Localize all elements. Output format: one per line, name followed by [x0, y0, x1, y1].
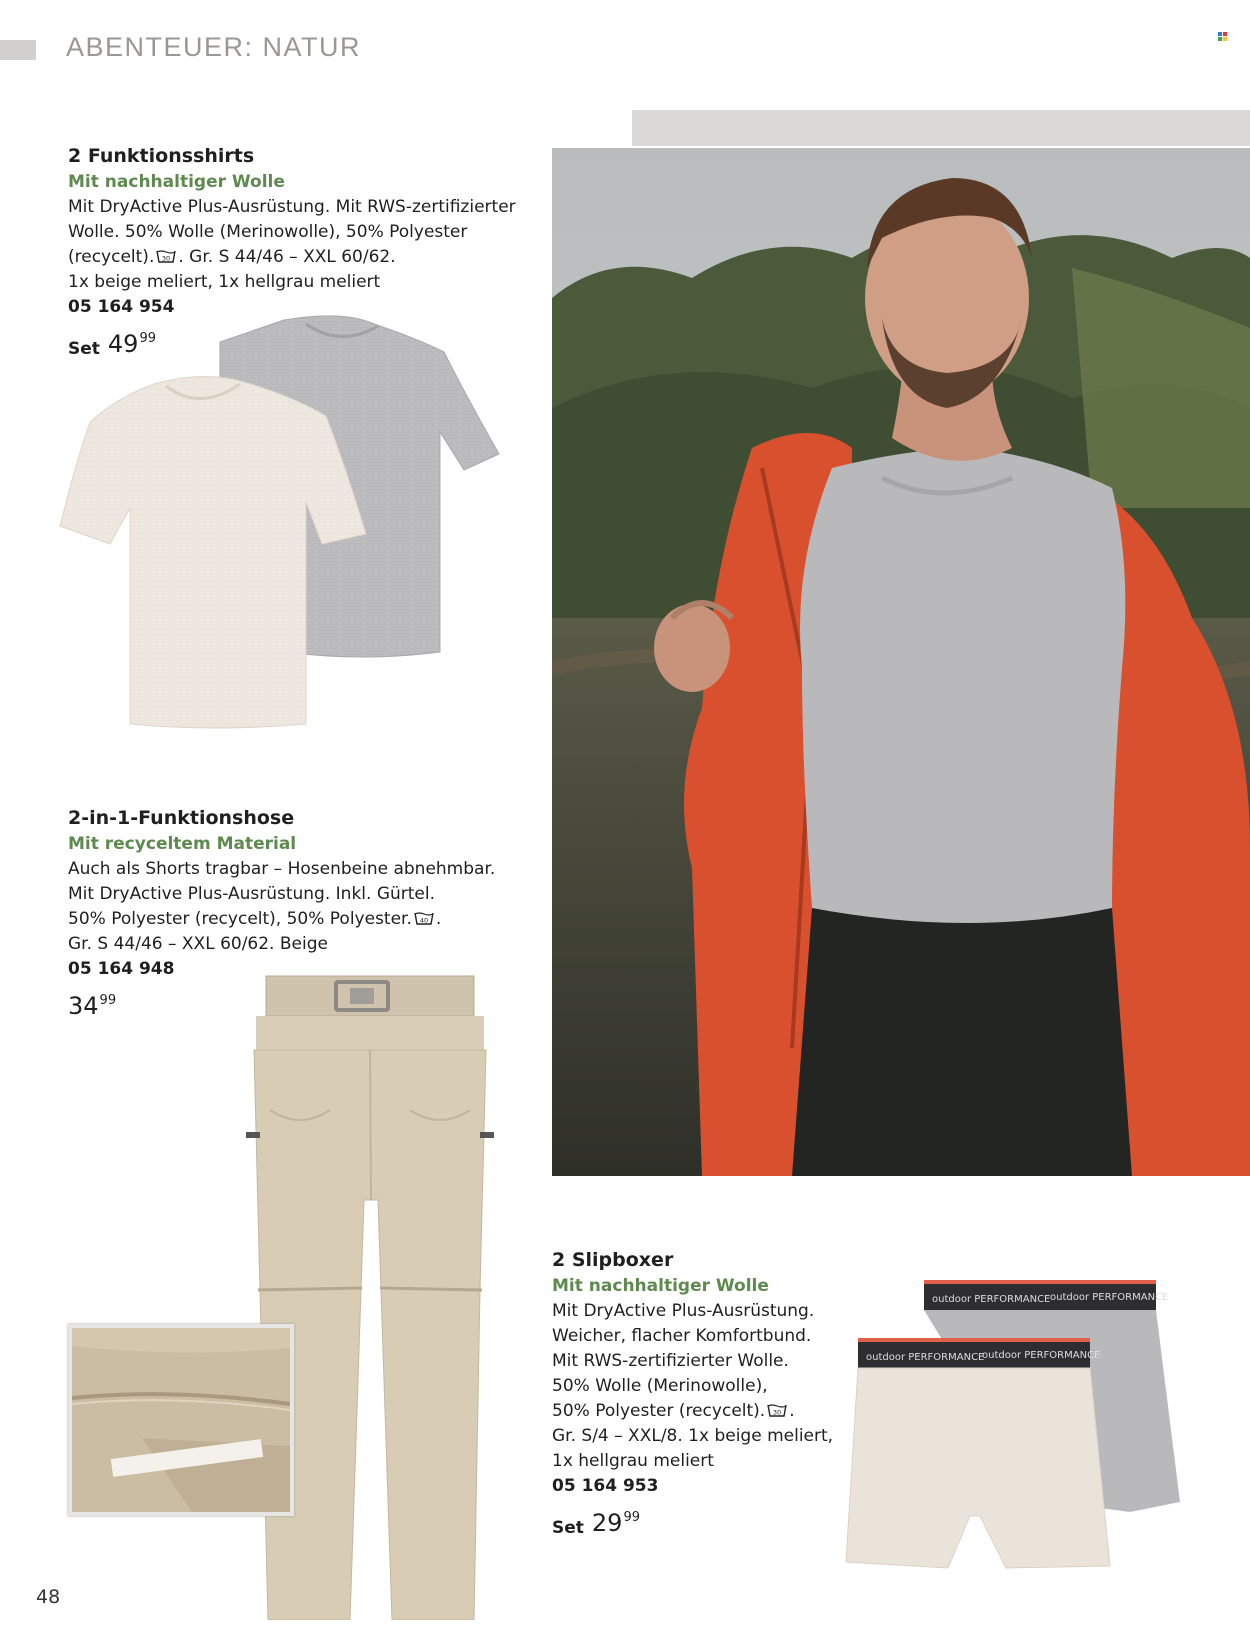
zipper-detail-image	[72, 1328, 290, 1512]
page-number: 48	[36, 1586, 61, 1608]
svg-text:30: 30	[773, 1408, 782, 1417]
desc-line: 50% Wolle (Merinowolle),	[552, 1376, 768, 1396]
price-main: 29	[591, 1509, 623, 1537]
price-prefix: Set	[68, 339, 100, 359]
waistband-label: outdoor PERFORMANCE	[866, 1352, 985, 1363]
pants-product-image	[240, 970, 500, 1620]
desc-line: Mit DryActive Plus-Ausrüstung.	[552, 1301, 815, 1321]
waistband-label: outdoor PERFORMANCE	[982, 1350, 1101, 1361]
photo-header-band	[632, 110, 1250, 146]
desc-line: Mit DryActive Plus-Ausrüstung. Inkl. Gürtel.	[68, 884, 436, 904]
price-main: 34	[68, 992, 99, 1020]
desc-line: Gr. S/4 – XXL/8. 1x beige meliert,	[552, 1426, 834, 1446]
product-subtitle: Mit recyceltem Material	[68, 834, 297, 854]
price-main: 49	[107, 330, 139, 358]
svg-text:40: 40	[419, 916, 429, 925]
price-cents: 99	[623, 1510, 640, 1525]
product-title: 2 Funktionsshirts	[68, 145, 255, 167]
header-accent-bar	[0, 40, 36, 60]
product-description	[68, 195, 538, 295]
section-title: ABENTEUER: NATUR	[66, 32, 362, 62]
product-sku: 05 164 954	[68, 297, 175, 317]
price-prefix: Set	[552, 1518, 584, 1538]
wash-30-icon	[156, 249, 176, 264]
desc-line: 50% Polyester (recycelt). 30 .	[552, 1401, 795, 1421]
desc-line: 1x beige meliert, 1x hellgrau meliert	[68, 272, 381, 292]
waistband-label: outdoor PERFORMANCE	[932, 1294, 1051, 1305]
price-cents: 99	[99, 993, 117, 1008]
desc-line: (recycelt). 30 . Gr. S 44/46 – XXL 60/62.	[68, 247, 396, 267]
product-sku: 05 164 953	[552, 1476, 659, 1496]
model-photo-image	[552, 148, 1250, 1176]
wash-30-icon	[767, 1403, 787, 1418]
pants-detail-inset	[68, 1324, 294, 1516]
product-description	[68, 857, 538, 957]
desc-line: Wolle. 50% Wolle (Merinowolle), 50% Polyester	[68, 222, 468, 242]
wash-40-icon	[414, 911, 434, 926]
corner-logo-icon	[1218, 32, 1228, 42]
product-title: 2-in-1-Funktionshose	[68, 807, 295, 829]
desc-line: Mit DryActive Plus-Ausrüstung. Mit RWS-zertifizierter	[68, 197, 516, 217]
boxers-product-image	[830, 1276, 1210, 1576]
product-title: 2 Slipboxer	[552, 1249, 674, 1271]
desc-line: Auch als Shorts tragbar – Hosenbeine abnehmbar.	[68, 859, 496, 879]
product-sku: 05 164 948	[68, 959, 175, 979]
desc-line: Mit RWS-zertifizierter Wolle.	[552, 1351, 789, 1371]
model-photo	[552, 148, 1250, 1176]
desc-line: Weicher, flacher Komfortbund.	[552, 1326, 812, 1346]
shirts-product-image	[44, 312, 524, 752]
desc-line: 50% Polyester (recycelt), 50% Polyester. 40 .	[68, 909, 442, 929]
product-subtitle: Mit nachhaltiger Wolle	[68, 172, 285, 192]
desc-line: Gr. S 44/46 – XXL 60/62. Beige	[68, 934, 328, 954]
desc-line: 1x hellgrau meliert	[552, 1451, 714, 1471]
waistband-label: outdoor PERFORMANCE	[1050, 1292, 1169, 1303]
price-cents: 99	[139, 331, 156, 346]
svg-text:30: 30	[162, 254, 171, 263]
product-subtitle: Mit nachhaltiger Wolle	[552, 1276, 769, 1296]
